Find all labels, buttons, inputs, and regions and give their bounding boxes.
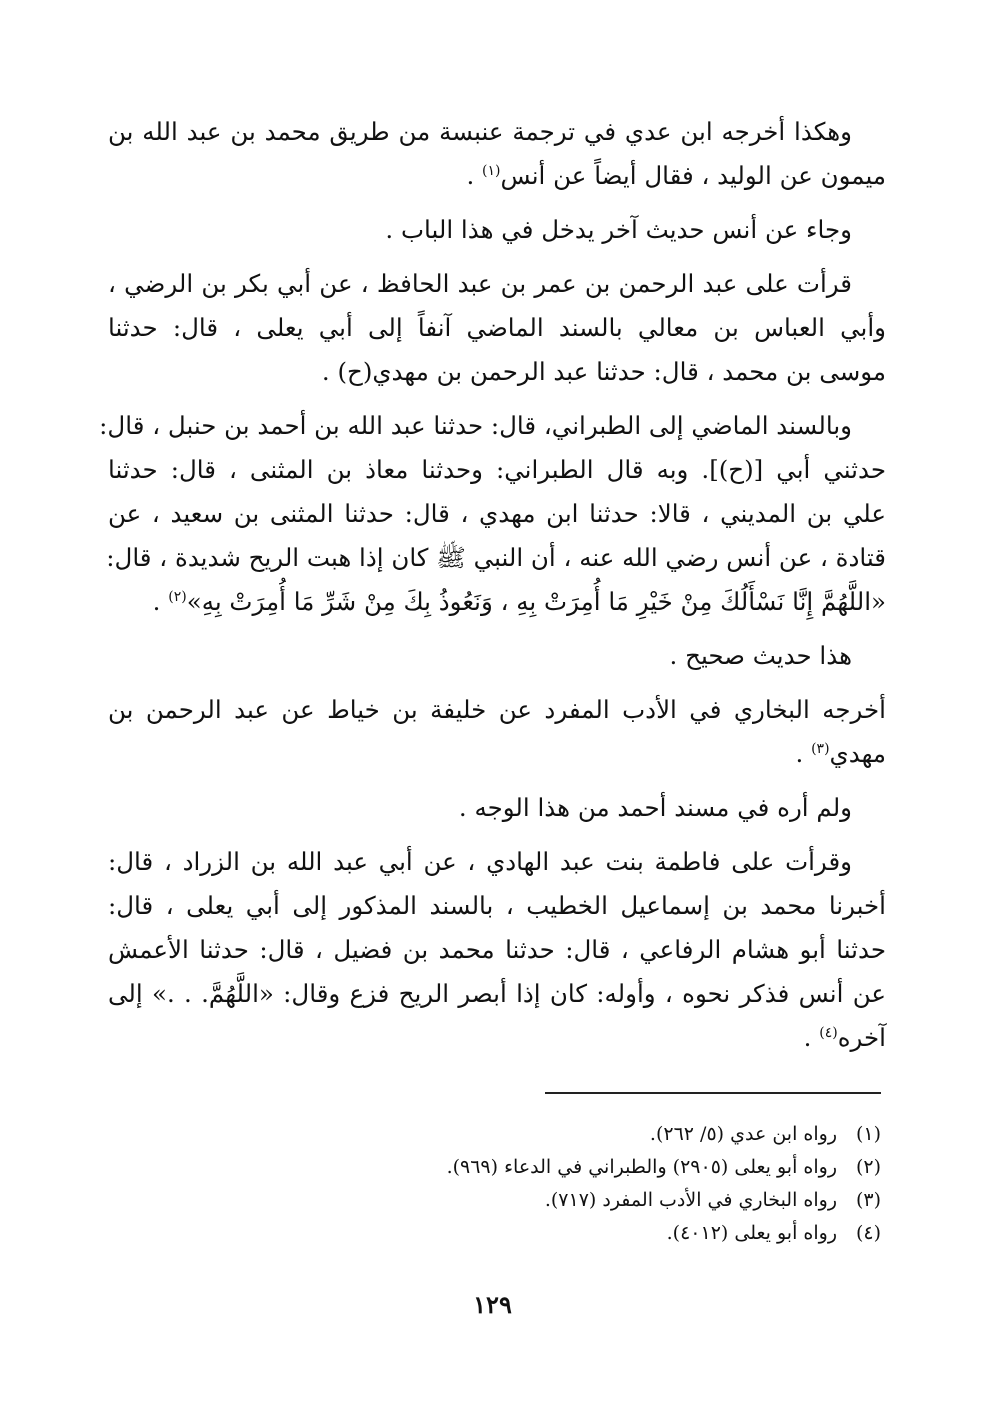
text-line: وجاء عن أنس حديث آخر يدخل في هذا الباب . bbox=[385, 215, 852, 244]
footnote-number: (٤) bbox=[855, 1222, 881, 1244]
footnote-ref[interactable]: (٢) bbox=[168, 588, 187, 605]
text-line: موسى بن محمد ، قال: حدثنا عبد الرحمن بن مهدي(ح) . bbox=[321, 357, 886, 386]
text-line: أخبرنا محمد بن إسماعيل الخطيب ، بالسند المذكور إلى أبي يعلى ، قال: bbox=[108, 891, 886, 920]
footnote-ref[interactable]: (١) bbox=[482, 162, 501, 179]
paragraph-7 bbox=[108, 786, 886, 830]
page-number: ١٢٩ bbox=[473, 1290, 512, 1319]
paragraph-2 bbox=[108, 208, 886, 252]
text-line: هذا حديث صحيح . bbox=[669, 641, 852, 670]
text-line: حدثنا أبو هشام الرفاعي ، قال: حدثنا محمد بن فضيل ، قال: حدثنا الأعمش bbox=[108, 935, 886, 964]
text-line: ميمون عن الوليد ، فقال أيضاً عن أنس$^{(١)}$ . bbox=[466, 161, 886, 190]
text-line: عن أنس فذكر نحوه ، وأوله: كان إذا أبصر الريح فزع وقال: «اللَّهُمَّ. . .» إلى bbox=[108, 979, 886, 1008]
footnote-text: رواه أبو يعلى (٢٩٠٥) والطبراني في الدعاء (٩٦٩). bbox=[446, 1156, 837, 1178]
footnote-item bbox=[181, 1217, 881, 1250]
text-line: وأبي العباس بن معالي بالسند الماضي آنفاً إلى أبي يعلى ، قال: حدثنا bbox=[108, 313, 886, 342]
footnote-text: رواه أبو يعلى (٤٠١٢). bbox=[666, 1222, 837, 1244]
text-line: حدثني أبي [(ح)]. وبه قال الطبراني: وحدثنا معاذ بن المثنى ، قال: حدثنا bbox=[108, 455, 886, 484]
text-line: أخرجه البخاري في الأدب المفرد عن خليفة بن خياط عن عبد الرحمن بن bbox=[108, 695, 886, 724]
main-text bbox=[99, 110, 886, 1070]
text-line: ولم أره في مسند أحمد من هذا الوجه . bbox=[458, 793, 852, 822]
paragraph-4 bbox=[99, 404, 886, 624]
text-line: «اللَّهُمَّ إِنَّا نَسْأَلُكَ مِنْ خَيْرِ مَا أُمِرَتْ بِهِ ، وَنَعُوذُ بِكَ مِنْ شَرِّ مَا أُمِرَتْ بِهِ»$^{(٢)}$ . bbox=[152, 587, 886, 616]
text-line: قتادة ، عن أنس رضي الله عنه ، أن النبي ﷺ كان إذا هبت الريح شديدة ، قال: bbox=[106, 543, 886, 572]
paragraph-8 bbox=[108, 840, 886, 1060]
footnote-divider bbox=[545, 1092, 881, 1094]
text-line: آخره$^{(٤)}$ . bbox=[803, 1023, 886, 1052]
text-line: وهكذا أخرجه ابن عدي في ترجمة عنبسة من طريق محمد بن عبد الله بن bbox=[108, 117, 852, 146]
footnote-item bbox=[181, 1184, 881, 1217]
footnote-number: (٢) bbox=[855, 1156, 881, 1178]
text-line: علي بن المديني ، قالا: حدثنا ابن مهدي ، قال: حدثنا المثنى بن سعيد ، عن bbox=[108, 499, 886, 528]
text-line: مهدي$^{(٣)}$ . bbox=[795, 739, 886, 768]
paragraph-1 bbox=[108, 110, 886, 198]
footnote-text: رواه ابن عدي (٥/ ٢٦٢). bbox=[649, 1123, 837, 1145]
paragraph-5 bbox=[108, 634, 886, 678]
text-line: وقرأت على فاطمة بنت عبد الهادي ، عن أبي عبد الله بن الزراد ، قال: bbox=[108, 847, 852, 876]
footnote-item bbox=[181, 1151, 881, 1184]
text-line: وبالسند الماضي إلى الطبراني، قال: حدثنا عبد الله بن أحمد بن حنبل ، قال: bbox=[99, 411, 852, 440]
footnotes bbox=[181, 1118, 881, 1250]
paragraph-3 bbox=[108, 262, 886, 394]
footnote-number: (١) bbox=[855, 1123, 881, 1145]
footnote-item bbox=[181, 1118, 881, 1151]
footnote-text: رواه البخاري في الأدب المفرد (٧١٧). bbox=[544, 1189, 837, 1211]
footnote-ref[interactable]: (٣) bbox=[811, 740, 830, 757]
text-line: قرأت على عبد الرحمن بن عمر بن عبد الحافظ ، عن أبي بكر بن الرضي ، bbox=[108, 269, 852, 298]
footnote-number: (٣) bbox=[855, 1189, 881, 1211]
footnote-ref[interactable]: (٤) bbox=[819, 1024, 838, 1041]
paragraph-6 bbox=[108, 688, 886, 776]
